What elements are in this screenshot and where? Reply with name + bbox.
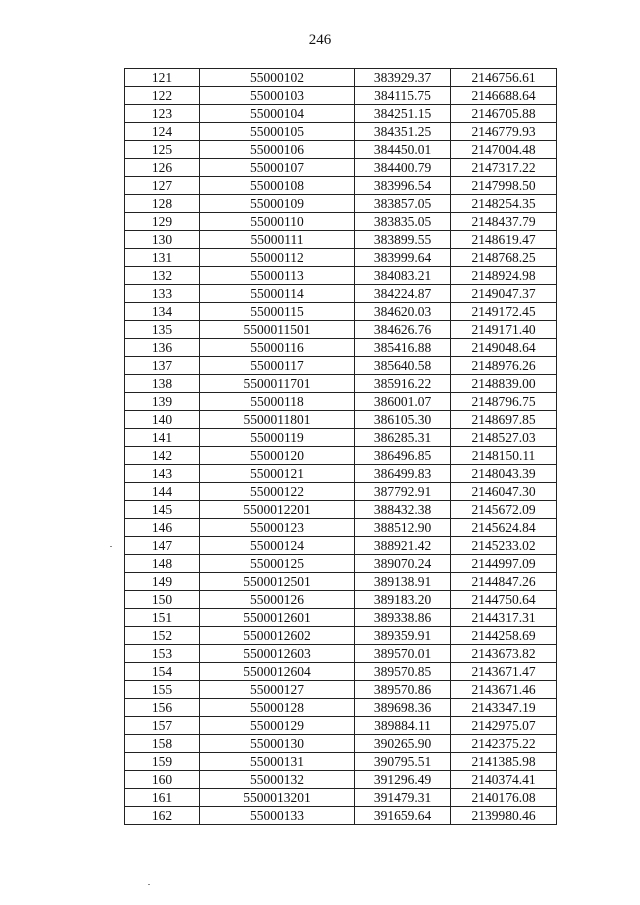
table-row <box>125 573 557 591</box>
x-coordinate-cell: 384400.79 <box>355 159 451 177</box>
y-coordinate-cell: 2142375.22 <box>451 735 557 753</box>
x-coordinate-cell: 389698.36 <box>355 699 451 717</box>
table-row <box>125 591 557 609</box>
table-row <box>125 231 557 249</box>
point-id-cell: 55000116 <box>200 339 355 357</box>
x-coordinate-cell: 391479.31 <box>355 789 451 807</box>
point-number-cell: 128 <box>125 195 200 213</box>
y-coordinate-cell: 2146705.88 <box>451 105 557 123</box>
point-number-cell: 153 <box>125 645 200 663</box>
point-number-cell: 133 <box>125 285 200 303</box>
x-coordinate-cell: 386496.85 <box>355 447 451 465</box>
point-number-cell: 162 <box>125 807 200 825</box>
table-row <box>125 303 557 321</box>
point-id-cell: 55000109 <box>200 195 355 213</box>
y-coordinate-cell: 2147004.48 <box>451 141 557 159</box>
x-coordinate-cell: 384620.03 <box>355 303 451 321</box>
point-number-cell: 146 <box>125 519 200 537</box>
point-number-cell: 129 <box>125 213 200 231</box>
point-id-cell: 55000103 <box>200 87 355 105</box>
table-row <box>125 375 557 393</box>
point-id-cell: 5500011701 <box>200 375 355 393</box>
point-id-cell: 55000132 <box>200 771 355 789</box>
x-coordinate-cell: 383996.54 <box>355 177 451 195</box>
point-id-cell: 55000131 <box>200 753 355 771</box>
point-number-cell: 123 <box>125 105 200 123</box>
x-coordinate-cell: 384626.76 <box>355 321 451 339</box>
point-id-cell: 55000123 <box>200 519 355 537</box>
table-row <box>125 537 557 555</box>
y-coordinate-cell: 2145233.02 <box>451 537 557 555</box>
table-row <box>125 627 557 645</box>
y-coordinate-cell: 2146779.93 <box>451 123 557 141</box>
point-number-cell: 148 <box>125 555 200 573</box>
x-coordinate-cell: 386499.83 <box>355 465 451 483</box>
point-number-cell: 134 <box>125 303 200 321</box>
table-row <box>125 321 557 339</box>
point-id-cell: 55000105 <box>200 123 355 141</box>
scan-speck <box>110 546 112 547</box>
table-row <box>125 159 557 177</box>
point-id-cell: 55000113 <box>200 267 355 285</box>
point-number-cell: 137 <box>125 357 200 375</box>
x-coordinate-cell: 389359.91 <box>355 627 451 645</box>
point-id-cell: 55000120 <box>200 447 355 465</box>
page-number: 246 <box>308 32 332 48</box>
point-number-cell: 160 <box>125 771 200 789</box>
y-coordinate-cell: 2141385.98 <box>451 753 557 771</box>
point-id-cell: 55000110 <box>200 213 355 231</box>
y-coordinate-cell: 2148150.11 <box>451 447 557 465</box>
table-row <box>125 645 557 663</box>
point-id-cell: 55000127 <box>200 681 355 699</box>
point-number-cell: 139 <box>125 393 200 411</box>
x-coordinate-cell: 383929.37 <box>355 69 451 87</box>
point-id-cell: 5500012501 <box>200 573 355 591</box>
point-id-cell: 55000117 <box>200 357 355 375</box>
x-coordinate-cell: 383857.05 <box>355 195 451 213</box>
point-number-cell: 138 <box>125 375 200 393</box>
y-coordinate-cell: 2142975.07 <box>451 717 557 735</box>
point-id-cell: 55000119 <box>200 429 355 447</box>
point-number-cell: 144 <box>125 483 200 501</box>
point-id-cell: 55000111 <box>200 231 355 249</box>
y-coordinate-cell: 2148697.85 <box>451 411 557 429</box>
point-number-cell: 149 <box>125 573 200 591</box>
x-coordinate-cell: 384351.25 <box>355 123 451 141</box>
table-row <box>125 357 557 375</box>
point-id-cell: 55000128 <box>200 699 355 717</box>
point-id-cell: 55000108 <box>200 177 355 195</box>
table-row <box>125 501 557 519</box>
x-coordinate-cell: 391296.49 <box>355 771 451 789</box>
y-coordinate-cell: 2144997.09 <box>451 555 557 573</box>
point-id-cell: 55000107 <box>200 159 355 177</box>
y-coordinate-cell: 2147998.50 <box>451 177 557 195</box>
y-coordinate-cell: 2143671.47 <box>451 663 557 681</box>
x-coordinate-cell: 389570.85 <box>355 663 451 681</box>
x-coordinate-cell: 391659.64 <box>355 807 451 825</box>
point-number-cell: 142 <box>125 447 200 465</box>
y-coordinate-cell: 2149048.64 <box>451 339 557 357</box>
table-row <box>125 339 557 357</box>
point-id-cell: 55000133 <box>200 807 355 825</box>
y-coordinate-cell: 2143673.82 <box>451 645 557 663</box>
x-coordinate-cell: 385640.58 <box>355 357 451 375</box>
y-coordinate-cell: 2148437.79 <box>451 213 557 231</box>
x-coordinate-cell: 383999.64 <box>355 249 451 267</box>
point-number-cell: 141 <box>125 429 200 447</box>
x-coordinate-cell: 390795.51 <box>355 753 451 771</box>
point-number-cell: 130 <box>125 231 200 249</box>
point-number-cell: 157 <box>125 717 200 735</box>
y-coordinate-cell: 2148796.75 <box>451 393 557 411</box>
y-coordinate-cell: 2143671.46 <box>451 681 557 699</box>
point-number-cell: 158 <box>125 735 200 753</box>
point-id-cell: 55000121 <box>200 465 355 483</box>
point-number-cell: 152 <box>125 627 200 645</box>
x-coordinate-cell: 389338.86 <box>355 609 451 627</box>
x-coordinate-cell: 389570.86 <box>355 681 451 699</box>
table-row <box>125 87 557 105</box>
point-number-cell: 145 <box>125 501 200 519</box>
point-id-cell: 55000106 <box>200 141 355 159</box>
table-row <box>125 141 557 159</box>
coordinates-table-body <box>125 69 557 825</box>
point-id-cell: 5500012604 <box>200 663 355 681</box>
point-number-cell: 121 <box>125 69 200 87</box>
x-coordinate-cell: 388921.42 <box>355 537 451 555</box>
point-number-cell: 135 <box>125 321 200 339</box>
y-coordinate-cell: 2148768.25 <box>451 249 557 267</box>
point-id-cell: 5500012601 <box>200 609 355 627</box>
point-id-cell: 5500013201 <box>200 789 355 807</box>
table-row <box>125 213 557 231</box>
point-id-cell: 55000125 <box>200 555 355 573</box>
point-id-cell: 55000118 <box>200 393 355 411</box>
table-row <box>125 447 557 465</box>
point-number-cell: 125 <box>125 141 200 159</box>
y-coordinate-cell: 2148924.98 <box>451 267 557 285</box>
table-row <box>125 105 557 123</box>
x-coordinate-cell: 388512.90 <box>355 519 451 537</box>
point-number-cell: 151 <box>125 609 200 627</box>
table-row <box>125 429 557 447</box>
point-number-cell: 136 <box>125 339 200 357</box>
point-id-cell: 5500011501 <box>200 321 355 339</box>
y-coordinate-cell: 2149171.40 <box>451 321 557 339</box>
table-row <box>125 411 557 429</box>
y-coordinate-cell: 2145624.84 <box>451 519 557 537</box>
y-coordinate-cell: 2149172.45 <box>451 303 557 321</box>
point-id-cell: 5500011801 <box>200 411 355 429</box>
table-row <box>125 465 557 483</box>
y-coordinate-cell: 2148976.26 <box>451 357 557 375</box>
x-coordinate-cell: 389138.91 <box>355 573 451 591</box>
x-coordinate-cell: 384450.01 <box>355 141 451 159</box>
x-coordinate-cell: 385416.88 <box>355 339 451 357</box>
point-number-cell: 147 <box>125 537 200 555</box>
table-row <box>125 177 557 195</box>
point-id-cell: 5500012602 <box>200 627 355 645</box>
point-id-cell: 55000114 <box>200 285 355 303</box>
point-number-cell: 154 <box>125 663 200 681</box>
point-id-cell: 55000104 <box>200 105 355 123</box>
y-coordinate-cell: 2144750.64 <box>451 591 557 609</box>
y-coordinate-cell: 2148254.35 <box>451 195 557 213</box>
x-coordinate-cell: 386001.07 <box>355 393 451 411</box>
table-row <box>125 69 557 87</box>
point-number-cell: 126 <box>125 159 200 177</box>
table-row <box>125 699 557 717</box>
y-coordinate-cell: 2144258.69 <box>451 627 557 645</box>
table-row <box>125 789 557 807</box>
table-row <box>125 717 557 735</box>
point-id-cell: 55000126 <box>200 591 355 609</box>
table-row <box>125 555 557 573</box>
point-id-cell: 5500012201 <box>200 501 355 519</box>
point-number-cell: 161 <box>125 789 200 807</box>
point-id-cell: 55000102 <box>200 69 355 87</box>
y-coordinate-cell: 2146688.64 <box>451 87 557 105</box>
y-coordinate-cell: 2148839.00 <box>451 375 557 393</box>
point-number-cell: 127 <box>125 177 200 195</box>
point-number-cell: 122 <box>125 87 200 105</box>
table-row <box>125 735 557 753</box>
table-row <box>125 267 557 285</box>
y-coordinate-cell: 2148043.39 <box>451 465 557 483</box>
y-coordinate-cell: 2148527.03 <box>451 429 557 447</box>
table-row <box>125 753 557 771</box>
y-coordinate-cell: 2143347.19 <box>451 699 557 717</box>
y-coordinate-cell: 2149047.37 <box>451 285 557 303</box>
table-row <box>125 609 557 627</box>
point-number-cell: 143 <box>125 465 200 483</box>
x-coordinate-cell: 389884.11 <box>355 717 451 735</box>
x-coordinate-cell: 383899.55 <box>355 231 451 249</box>
point-number-cell: 131 <box>125 249 200 267</box>
x-coordinate-cell: 383835.05 <box>355 213 451 231</box>
table-row <box>125 771 557 789</box>
x-coordinate-cell: 389183.20 <box>355 591 451 609</box>
x-coordinate-cell: 384224.87 <box>355 285 451 303</box>
point-number-cell: 124 <box>125 123 200 141</box>
x-coordinate-cell: 385916.22 <box>355 375 451 393</box>
x-coordinate-cell: 384083.21 <box>355 267 451 285</box>
point-id-cell: 55000112 <box>200 249 355 267</box>
point-number-cell: 140 <box>125 411 200 429</box>
point-number-cell: 156 <box>125 699 200 717</box>
y-coordinate-cell: 2148619.47 <box>451 231 557 249</box>
table-row <box>125 483 557 501</box>
point-id-cell: 55000122 <box>200 483 355 501</box>
point-id-cell: 55000129 <box>200 717 355 735</box>
table-row <box>125 393 557 411</box>
point-id-cell: 55000115 <box>200 303 355 321</box>
point-number-cell: 150 <box>125 591 200 609</box>
y-coordinate-cell: 2146756.61 <box>451 69 557 87</box>
table-row <box>125 681 557 699</box>
table-row <box>125 807 557 825</box>
y-coordinate-cell: 2144847.26 <box>451 573 557 591</box>
point-number-cell: 132 <box>125 267 200 285</box>
point-id-cell: 55000130 <box>200 735 355 753</box>
table-row <box>125 195 557 213</box>
x-coordinate-cell: 389570.01 <box>355 645 451 663</box>
y-coordinate-cell: 2139980.46 <box>451 807 557 825</box>
point-id-cell: 5500012603 <box>200 645 355 663</box>
y-coordinate-cell: 2140374.41 <box>451 771 557 789</box>
y-coordinate-cell: 2146047.30 <box>451 483 557 501</box>
table-row <box>125 285 557 303</box>
x-coordinate-cell: 384115.75 <box>355 87 451 105</box>
x-coordinate-cell: 387792.91 <box>355 483 451 501</box>
coordinates-table <box>124 68 557 825</box>
point-number-cell: 159 <box>125 753 200 771</box>
y-coordinate-cell: 2140176.08 <box>451 789 557 807</box>
scan-speck <box>148 884 150 885</box>
table-row <box>125 123 557 141</box>
table-row <box>125 663 557 681</box>
point-number-cell: 155 <box>125 681 200 699</box>
x-coordinate-cell: 386285.31 <box>355 429 451 447</box>
x-coordinate-cell: 386105.30 <box>355 411 451 429</box>
x-coordinate-cell: 389070.24 <box>355 555 451 573</box>
x-coordinate-cell: 384251.15 <box>355 105 451 123</box>
y-coordinate-cell: 2147317.22 <box>451 159 557 177</box>
table-row <box>125 249 557 267</box>
x-coordinate-cell: 388432.38 <box>355 501 451 519</box>
y-coordinate-cell: 2145672.09 <box>451 501 557 519</box>
point-id-cell: 55000124 <box>200 537 355 555</box>
y-coordinate-cell: 2144317.31 <box>451 609 557 627</box>
x-coordinate-cell: 390265.90 <box>355 735 451 753</box>
table-row <box>125 519 557 537</box>
